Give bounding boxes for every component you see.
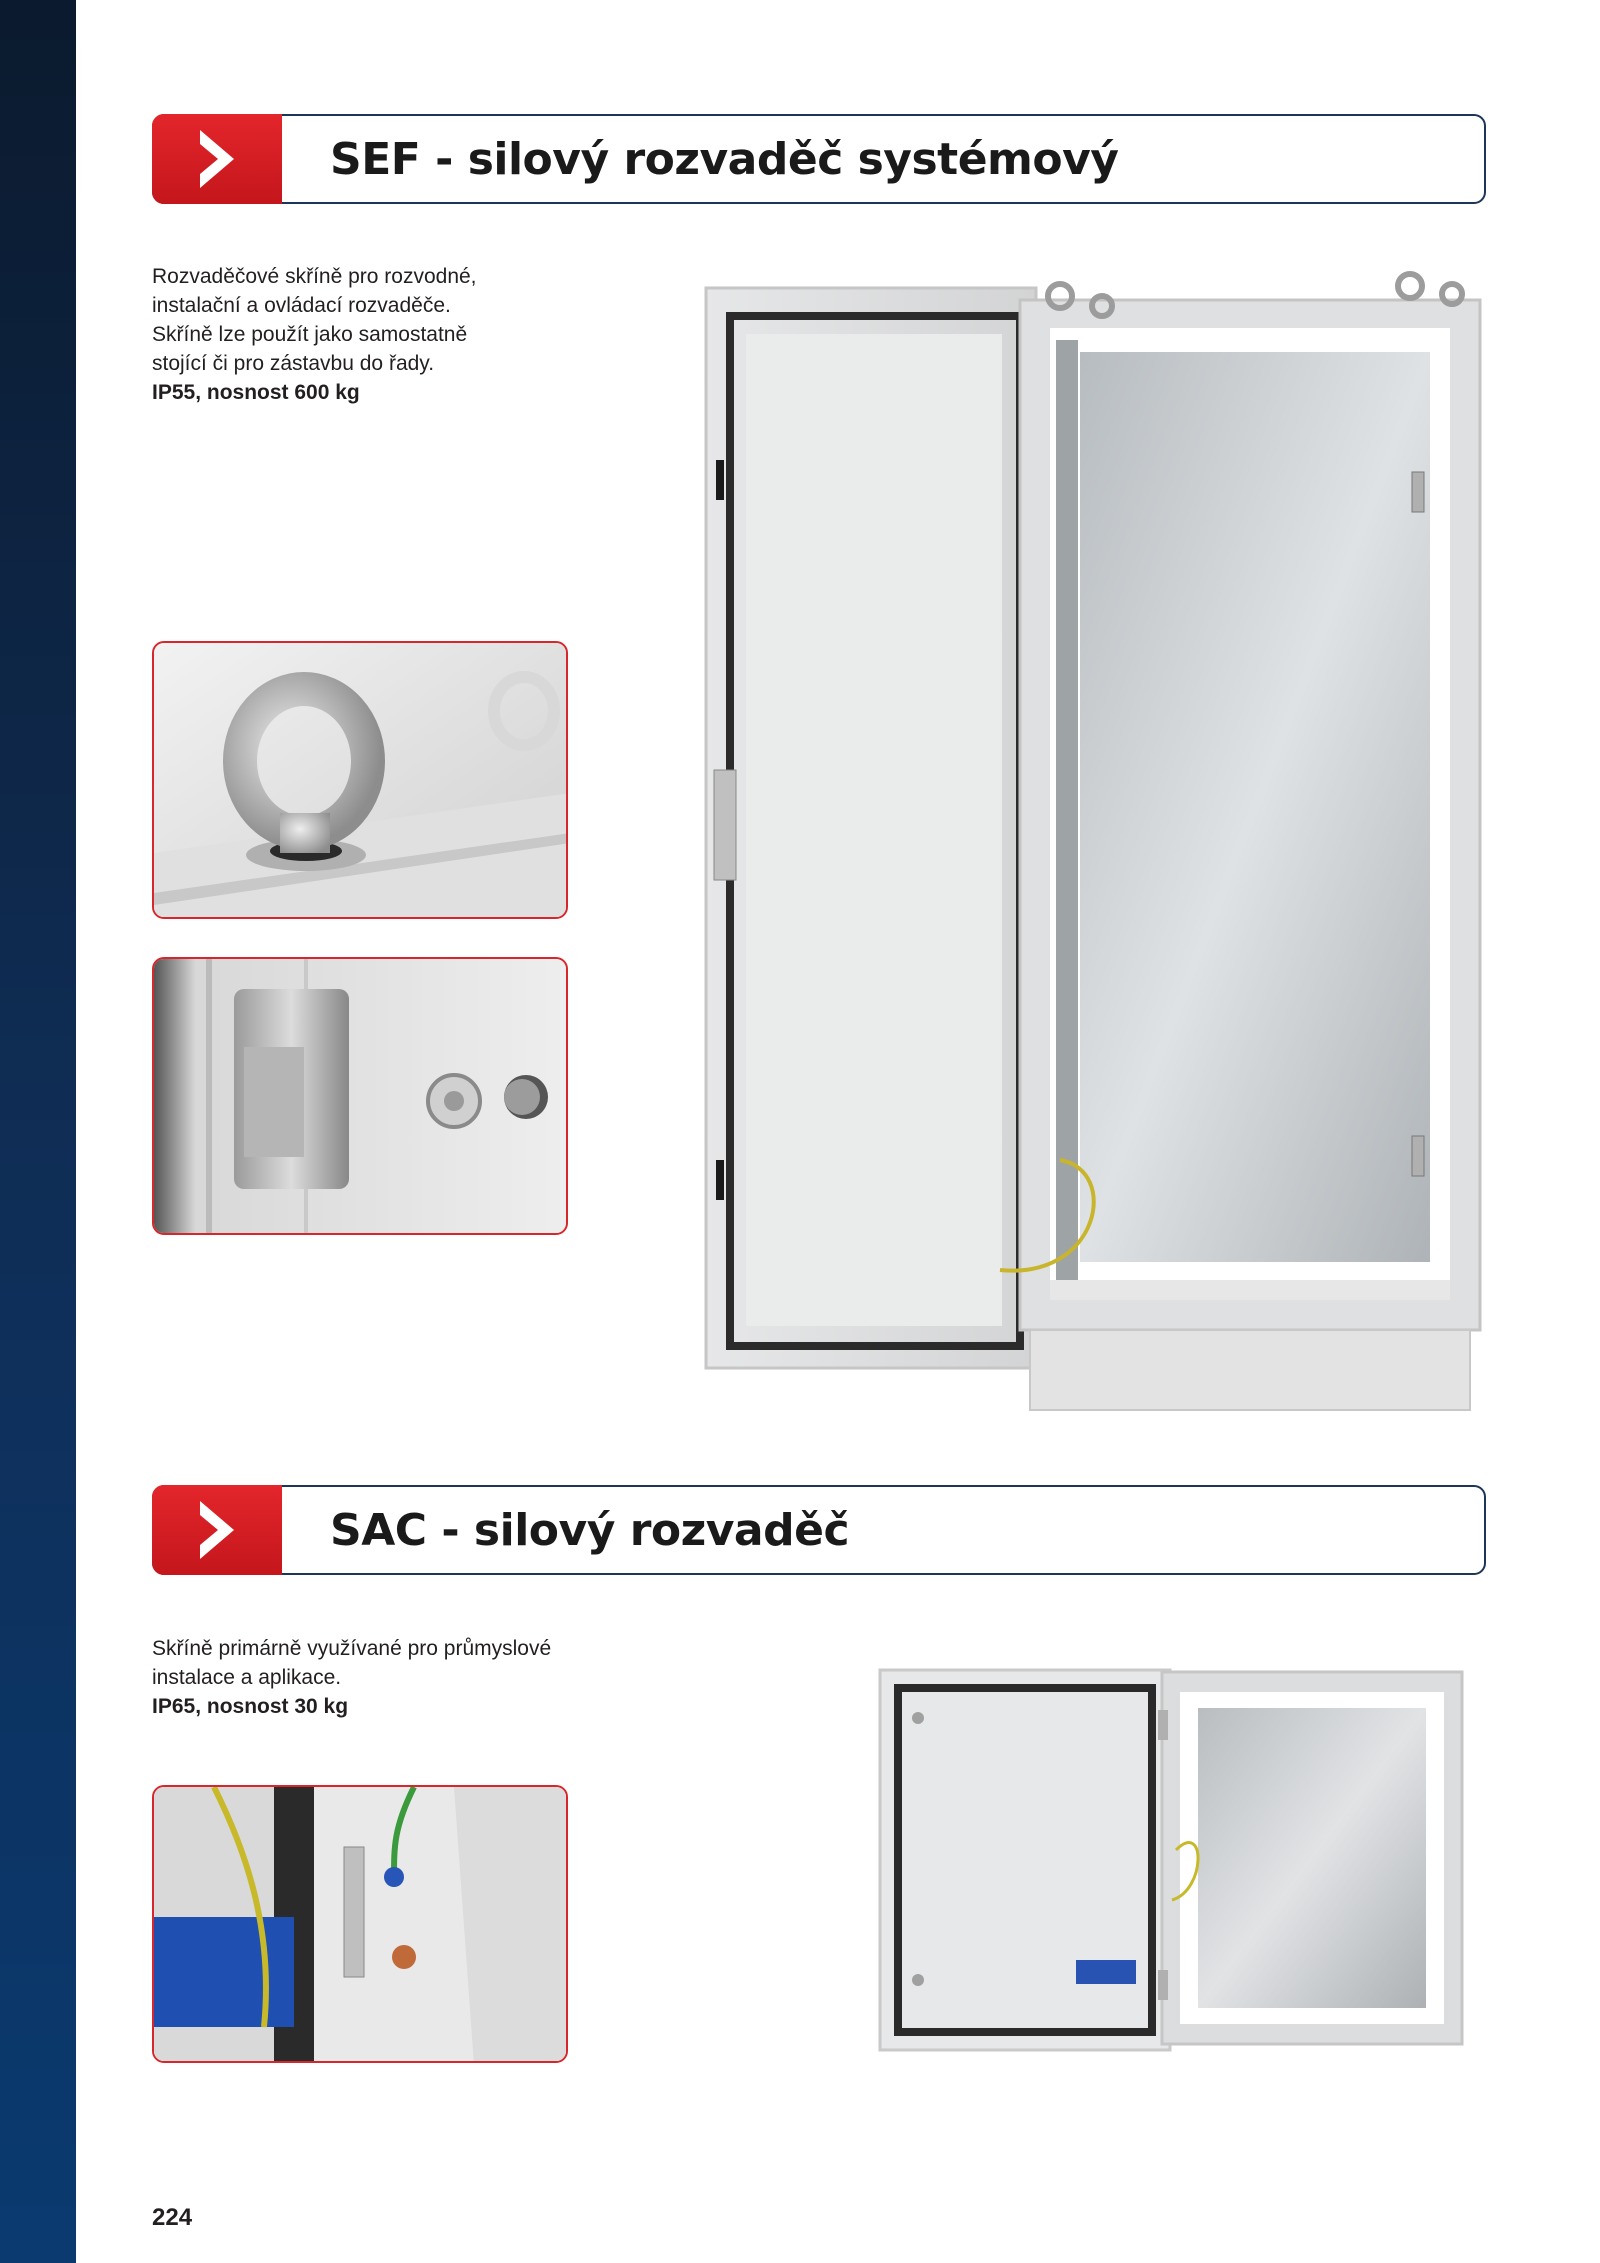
description-line: stojící či pro zástavbu do řady. [152,352,435,375]
description-line: Rozvaděčové skříně pro rozvodné, [152,265,477,288]
spec-line: IP65, nosnost 30 kg [152,1695,349,1718]
description-line: Skříně lze použít jako samostatně [152,323,468,346]
detail-photo-eyebolt [152,641,568,919]
spec-line: IP55, nosnost 600 kg [152,381,360,404]
section-description-sef [152,262,592,407]
detail-photo-grounding [152,1785,568,2063]
section-title: SEF - silový rozvaděč systémový [330,134,1119,185]
description-line: instalační a ovládací rozvaděče. [152,294,451,317]
description-line: instalace a aplikace. [152,1666,342,1689]
section-header-sac [152,1485,1486,1575]
detail-photo-hinge [152,957,568,1235]
section-description-sac [152,1634,672,1721]
side-bar [0,0,76,2263]
description-line: Skříně primárně využívané pro průmyslové [152,1637,552,1660]
chevron-right-icon [152,114,282,204]
section-title: SAC - silový rozvaděč [330,1505,850,1556]
product-photo-sac [876,1660,1476,2065]
page-number: 224 [152,2204,193,2231]
chevron-right-icon [152,1485,282,1575]
section-header-sef [152,114,1486,204]
product-photo-sef [700,270,1490,1425]
